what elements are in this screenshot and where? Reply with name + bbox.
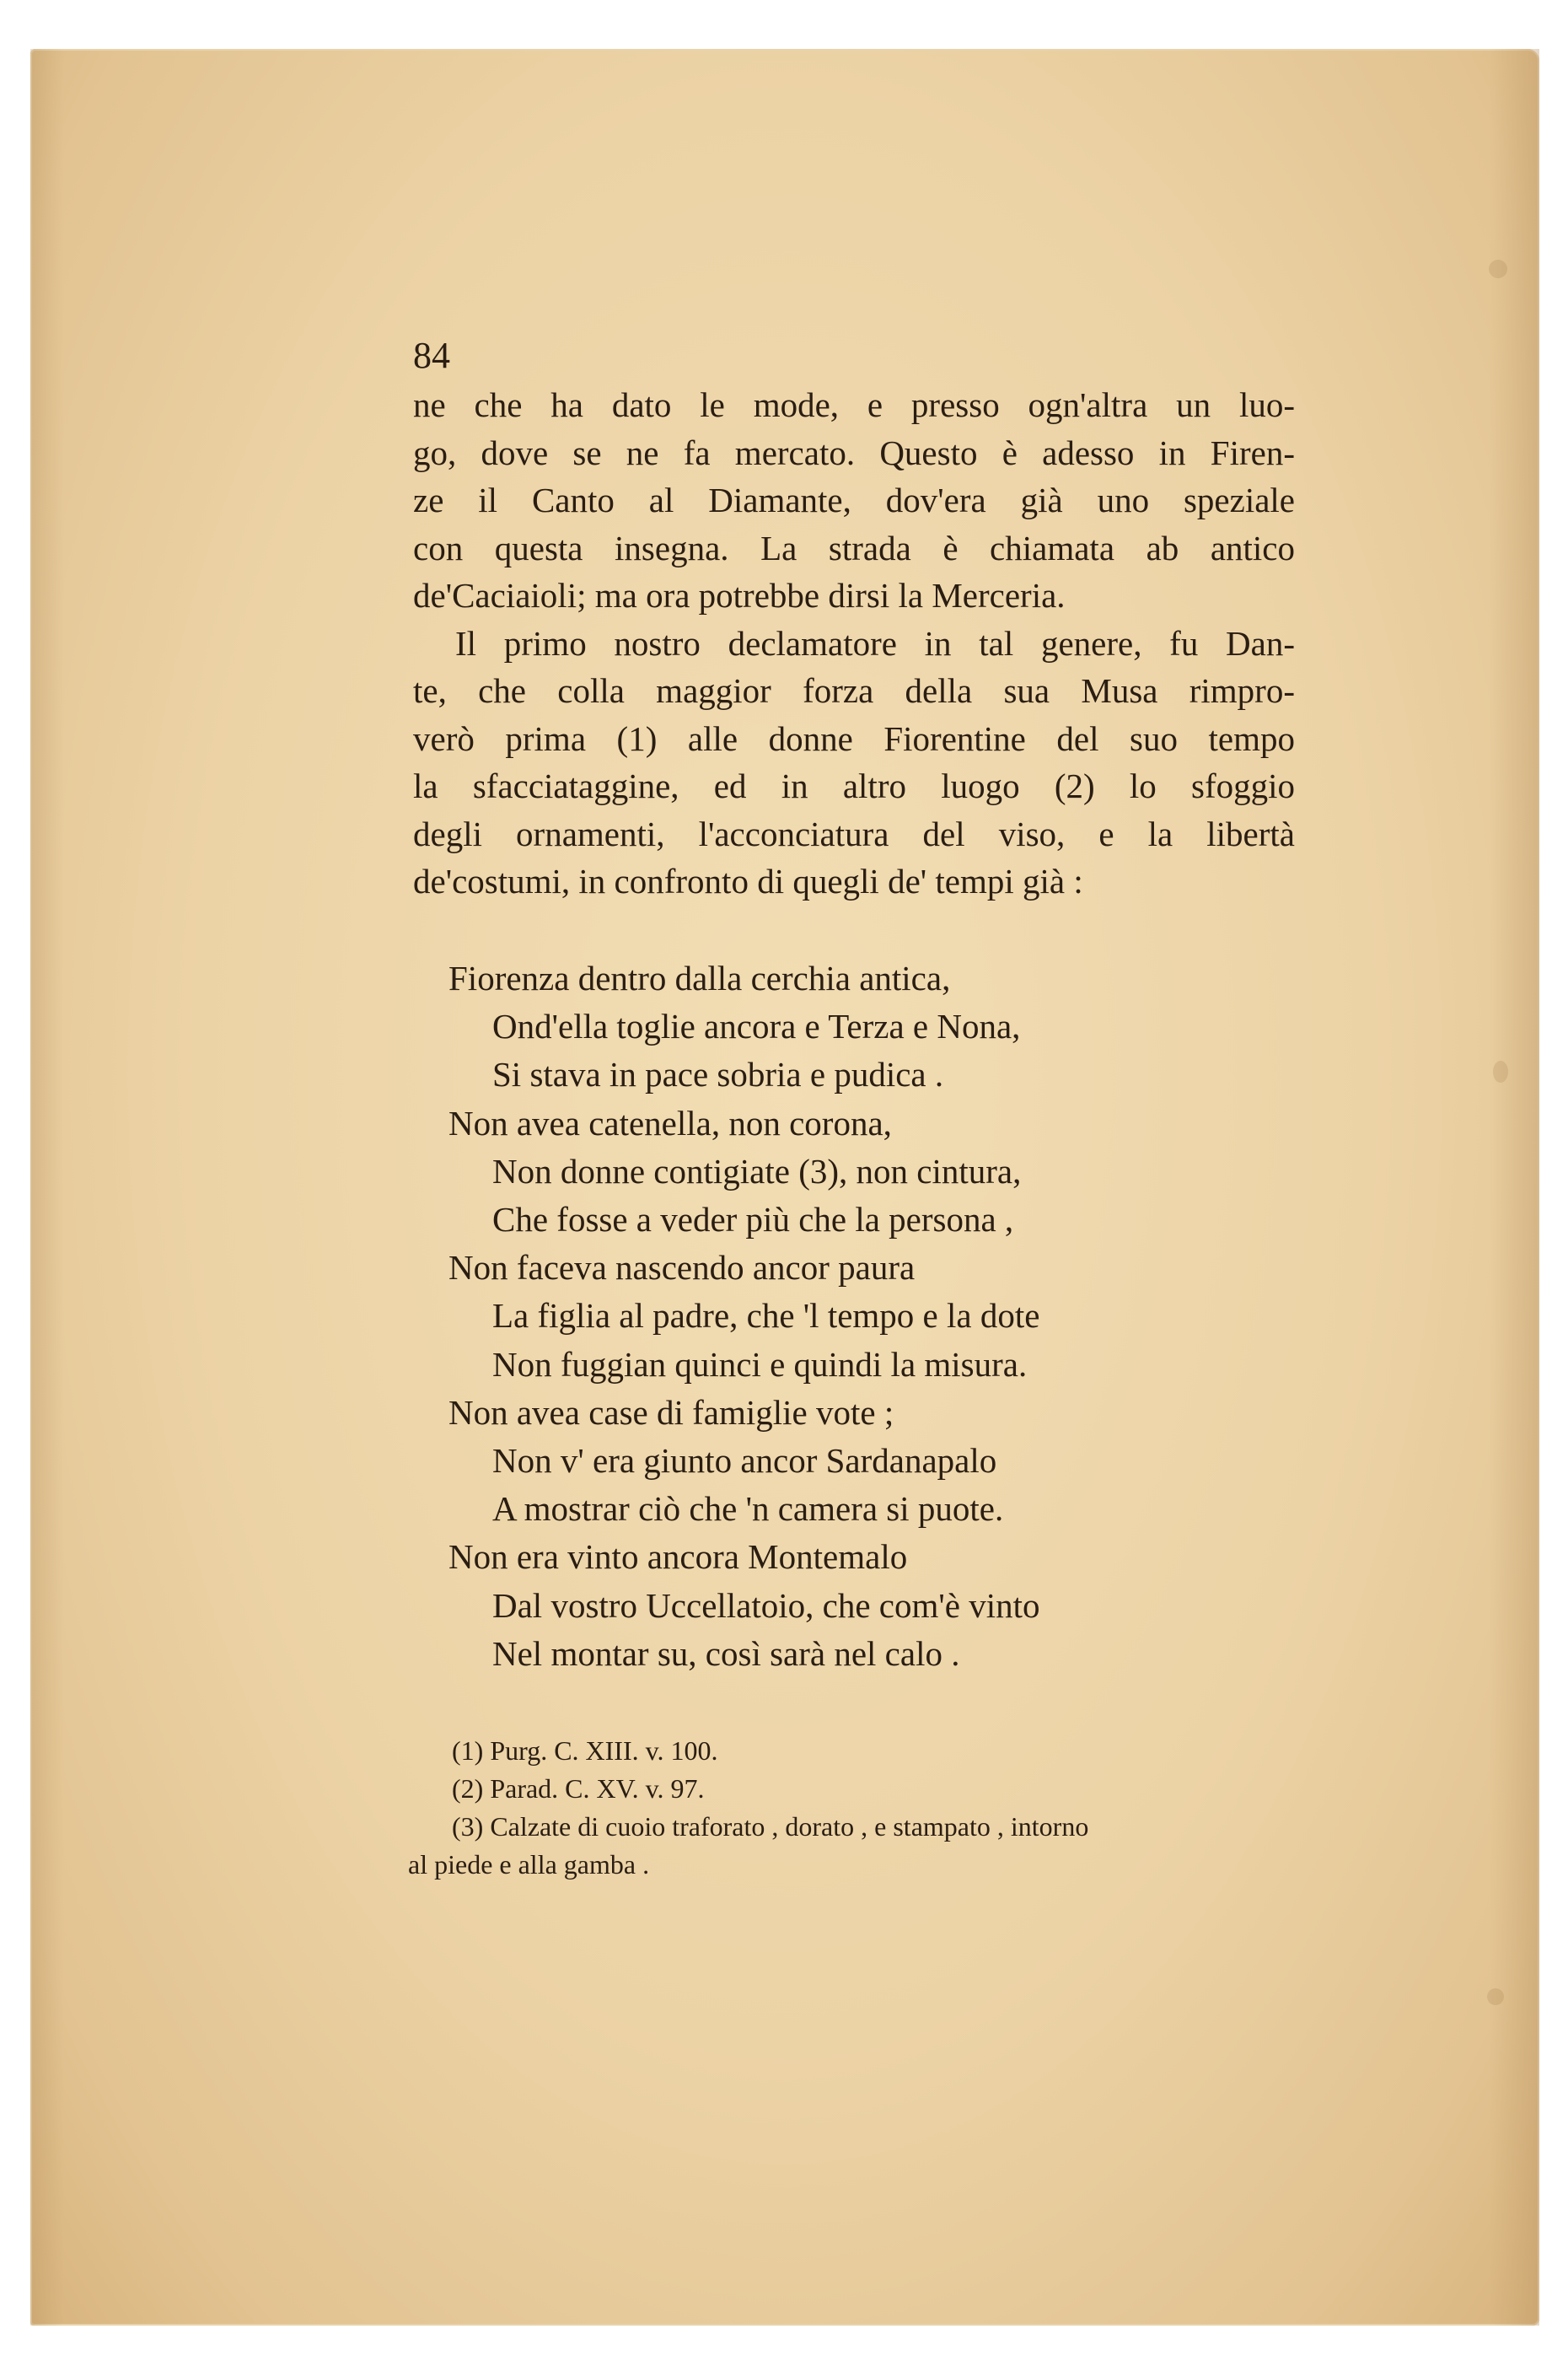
page-number: 84 bbox=[413, 335, 450, 376]
verse-line: Ond'ella toglie ancora e Terza e Nona, bbox=[492, 1007, 1021, 1046]
prose-line: ne che ha dato le mode, e presso ogn'altra un luo- bbox=[413, 385, 1295, 424]
footnote: (2) Parad. C. XV. v. 97. bbox=[452, 1773, 705, 1804]
page-right-edge bbox=[1489, 49, 1539, 2326]
verse-line: Non avea catenella, non corona, bbox=[448, 1103, 892, 1143]
prose-line: verò prima (1) alle donne Fiorentine del suo tempo bbox=[413, 718, 1295, 758]
prose-line: ze il Canto al Diamante, dov'era già uno speziale bbox=[413, 481, 1295, 519]
prose-paragraphs bbox=[413, 381, 1295, 906]
verse-line: Non donne contigiate (3), non cintura, bbox=[492, 1151, 1022, 1191]
verse-line: Non v' era giunto ancor Sardanapalo bbox=[492, 1441, 997, 1481]
verse-line: Non fuggian quinci e quindi la misura. bbox=[492, 1344, 1028, 1384]
footnote: (1) Purg. C. XIII. v. 100. bbox=[452, 1735, 718, 1766]
verse-line: Non era vinto ancora Montemalo bbox=[448, 1537, 908, 1577]
page-left-edge bbox=[30, 49, 64, 2326]
verse-line: La figlia al padre, che 'l tempo e la dote bbox=[492, 1296, 1040, 1336]
verse-line: A mostrar ciò che 'n camera si puote. bbox=[492, 1489, 1004, 1529]
prose-line: la sfacciataggine, ed in altro luogo (2) lo sfoggio bbox=[413, 766, 1295, 805]
prose-line: go, dove se ne fa mercato. Questo è adesso in Firen- bbox=[413, 433, 1295, 472]
paper-stain bbox=[1487, 1988, 1504, 2005]
paper-stain bbox=[1493, 1061, 1508, 1083]
footnote: (3) Calzate di cuoio traforato , dorato , e stampato , intorno bbox=[452, 1811, 1089, 1842]
verse-line: Non avea case di famiglie vote ; bbox=[448, 1392, 894, 1432]
verse-line: Che fosse a veder più che la persona , bbox=[492, 1200, 1014, 1240]
verse-line: Fiorenza dentro dalla cerchia antica, bbox=[448, 959, 951, 998]
prose-line: Il primo nostro declamatore in tal genere, fu Dan- bbox=[455, 623, 1295, 663]
footnote: al piede e alla gamba . bbox=[408, 1849, 650, 1880]
verse-quotation bbox=[448, 955, 1040, 1678]
verse-line: Non faceva nascendo ancor paura bbox=[448, 1248, 916, 1288]
verse-line: Si stava in pace sobria e pudica . bbox=[492, 1055, 944, 1094]
paper-stain bbox=[1489, 260, 1507, 278]
prose-line: con questa insegna. La strada è chiamata ab antico bbox=[413, 528, 1295, 567]
prose-line: de'Caciaioli; ma ora potrebbe dirsi la Merceria. bbox=[413, 576, 1066, 615]
verse-line: Nel montar su, così sarà nel calo . bbox=[492, 1633, 960, 1673]
prose-line: te, che colla maggior forza della sua Musa rimpro- bbox=[413, 671, 1295, 710]
prose-line: de'costumi, in confronto di quegli de' tempi già : bbox=[413, 862, 1083, 901]
footnotes bbox=[408, 1732, 1302, 1884]
prose-line: degli ornamenti, l'acconciatura del viso, e la libertà bbox=[413, 814, 1295, 853]
verse-line: Dal vostro Uccellatoio, che com'è vinto bbox=[492, 1585, 1040, 1625]
